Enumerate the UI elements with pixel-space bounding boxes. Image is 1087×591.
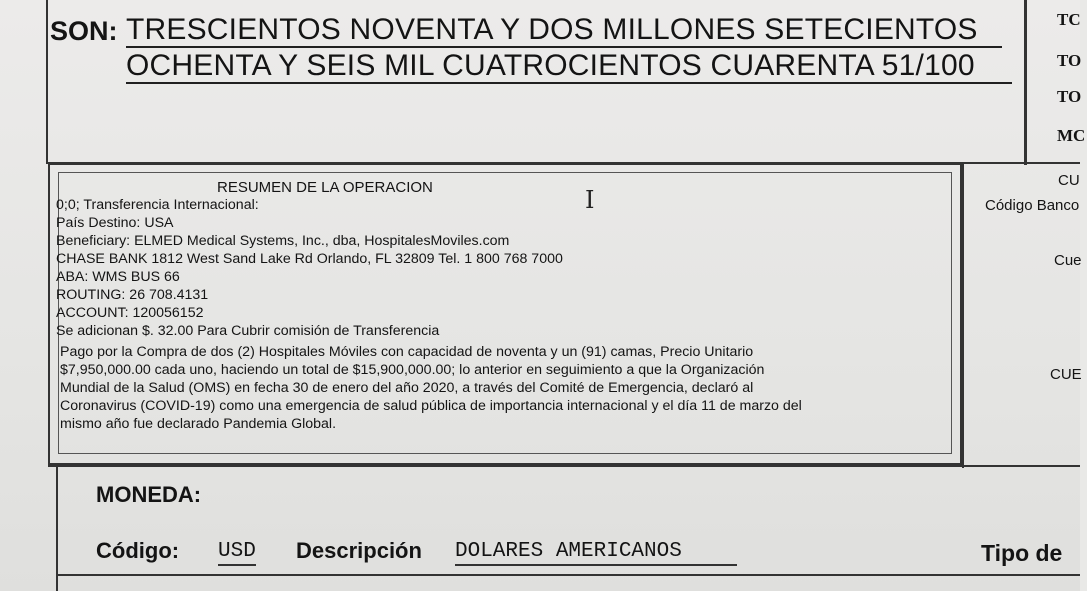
right-summary-cue: Cue [1054, 252, 1082, 269]
divider [56, 465, 58, 591]
divider [56, 574, 1080, 576]
summary-line: Se adicionan $. 32.00 Para Cubrir comisión de Transferencia [56, 323, 440, 339]
amount-words-line-1: TRESCIENTOS NOVENTA Y DOS MILLONES SETECIENTOS [126, 14, 1002, 48]
codigo-label: Código: [96, 538, 180, 563]
summary-line: ACCOUNT: 120056152 [56, 305, 204, 321]
descripcion-label: Descripción [296, 538, 422, 563]
summary-line: ABA: WMS BUS 66 [56, 269, 180, 285]
descripcion-value: DOLARES AMERICANOS [455, 540, 737, 566]
right-top-label: TC [1057, 10, 1081, 29]
right-summary-codigo-banco: Código Banco [985, 197, 1080, 214]
summary-line: CHASE BANK 1812 West Sand Lake Rd Orlando, FL 32809 Tel. 1 800 768 7000 [56, 251, 563, 267]
codigo-value: USD [218, 540, 256, 566]
summary-title: RESUMEN DE LA OPERACION [217, 179, 433, 196]
moneda-heading: MONEDA: [96, 482, 202, 507]
summary-line: Mundial de la Salud (OMS) en fecha 30 de enero del año 2020, a través del Comité de Emergencia, declaró al [60, 380, 754, 396]
summary-line: $7,950,000.00 cada uno, haciendo un total de $15,900,000.00; lo anterior en seguimiento a que la Organización [60, 362, 765, 378]
right-summary-cu: CU [1058, 172, 1080, 189]
amount-words-line-2: OCHENTA Y SEIS MIL CUATROCIENTOS CUARENTA 51/100 [126, 50, 1012, 84]
summary-line: País Destino: USA [56, 215, 174, 231]
summary-line: ROUTING: 26 708.4131 [56, 287, 209, 303]
divider [48, 465, 1080, 467]
right-top-label: MC [1057, 126, 1086, 145]
summary-line: Beneficiary: ELMED Medical Systems, Inc., dba, HospitalesMoviles.com [56, 233, 510, 249]
divider [1024, 0, 1026, 165]
summary-line: Pago por la Compra de dos (2) Hospitales Móviles con capacidad de noventa y un (91) camas, Precio Unitario [60, 344, 754, 360]
right-top-column [1025, 0, 1087, 165]
right-top-label: TO [1057, 51, 1082, 70]
summary-line: 0;0; Transferencia Internacional: [56, 197, 259, 213]
text-cursor-icon: I [585, 186, 595, 214]
right-top-label: TO [1057, 87, 1082, 106]
divider [46, 0, 48, 164]
summary-line: Coronavirus (COVID-19) como una emergencia de salud pública de importancia internacional y el día 11 de marzo del [60, 398, 802, 414]
right-summary-cue: CUE [1050, 366, 1082, 383]
summary-line: mismo año fue declarado Pandemia Global. [60, 416, 337, 432]
son-label: SON: [50, 16, 118, 46]
tipo-label: Tipo de [981, 540, 1063, 566]
divider [962, 163, 964, 468]
